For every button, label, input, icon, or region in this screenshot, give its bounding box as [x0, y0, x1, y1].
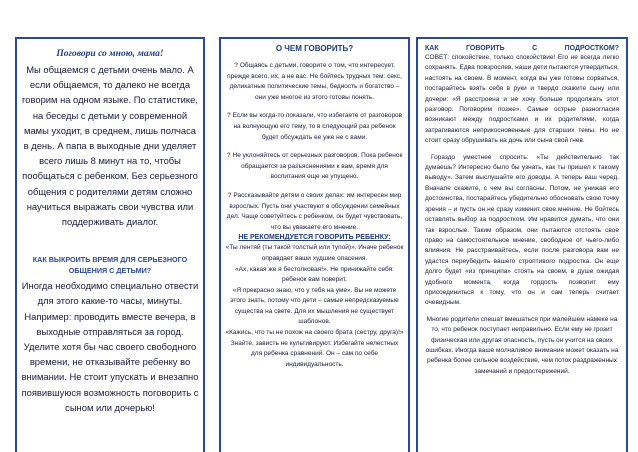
body-paragraph: Гораздо уместнее спросить: «Ты действительно так думаешь? Интересно было бы узнать, как ты пришел к такому выводу». Затем выслушайте его доводы. А теперь ваш черед. Вначале скажите, с чем вы согласны. Потом, не унижая его достоинства, постарайтесь убедительно обосновать свою точку зрения – и пусть он не сразу изменит свое мнение. Не бойтесь оставлять выбор за подростком. Им нравится думать, что они так взрослые. Таким образом, они пытаются отстоять свое право на самостоятельное мнение, свободное от чьего-либо влияния. Не расстраивайтесь, если после разговора вам не удастся переубедить вашего строптивого подростка. Он еще долго будет «из принципа» стоять на своем, в душе ожидая удобного момента, когда гордость позволит ему присоединиться к тому, что он и сам теперь считает очевидным.: [425, 153, 619, 307]
column-title: О ЧЕМ ГОВОРИТЬ?: [275, 44, 354, 53]
body-paragraph: СОВЕТ: спокойствие, только спокойствие! Его не всегда легко сохранять. Едва повзрослев, наши дети пытаются утвердиться, настоять на своем. В момент, когда вы уже готовы сорваться, постарайтесь взять себя в руки и твердо скажите сыну или дочери: «Я расстроена и не хочу больше продолжать этот разговор. Поговорим позже». Самые острые разногласия возникают между подростками и их родителями, когда затрагиваются неприкосновенные для старших темы. Но не стоит сразу обрушивать на дочь или сына свой гнев.: [425, 54, 619, 145]
phrase-paragraph: «Кажись, что ты не похож на своего брата (сестру, друга)!» Знайте, зависть не культивируют. Избегайте нелестных для ребенка сравнений. Он – сам по себе индивидуальность.: [225, 329, 404, 368]
phrase-paragraph: «Ах, какая же я бестолковая!». Не принижайте себя: ребенок вам поверит.: [235, 265, 394, 284]
tip-text: Не уклоняйтесь от серьезных разговоров. Пока ребенок обращается за разъяснениями к вам, время для воспитания еще не упущено.: [232, 152, 403, 181]
question-mark-icon: ?: [226, 152, 231, 160]
phrase-paragraph: «Ты лентяй (ты такой толстый или тупой)». Иначе ребенок оправдает ваши худшие опасения.: [225, 244, 404, 262]
tip-text: Рассказывайте детям о своих делах: им интересен мир взрослых. Пусть они участвуют в обсуждении семейных дел. Чаще советуйтесь с ребенком, он будет чувствовать, что вы уважаете его мнение.: [226, 191, 403, 231]
column-right: [416, 37, 628, 452]
question-mark-icon: ?: [234, 62, 239, 69]
section-heading: КАК ВЫКРОИТЬ ВРЕМЯ ДЛЯ СЕРЬЕЗНОГО ОБЩЕНИЯ С ДЕТЬМИ?: [32, 255, 188, 275]
intro-paragraph: Мы общаемся с детьми очень мало. А если общаемся, то далеко не всегда говорим на одном языке. По статистике, на беседы с детьми у современной мамы уходит, в среднем, лишь полчаса в день. А папа в выходные дни уделяет всего лишь 8 минут на то, чтобы пообщаться с ребенком. Без серьезного общения с родителями детям сложно научиться выражать свои чувства или поддерживать диалог.: [22, 64, 198, 228]
question-mark-icon: ?: [227, 191, 232, 199]
column-title: КАК ГОВОРИТЬ С ПОДРОСТКОМ?: [425, 45, 619, 52]
phrase-paragraph: «Я прекрасно знаю, что у тебя на уме». Вы не можете этого знать, потому что дети – самые непредсказуемые существа на свете. Для их мышления не существует шаблонов.: [230, 286, 399, 326]
question-mark-icon: ?: [226, 112, 231, 120]
tip-text: Общаясь с детьми, говорите о том, что интересует, прежде всего, их, а не вас. Не бойтесь трудных тем: секс, деликатные политические темы, бедность и богатство – они уже многое из этого готовы понять.: [227, 62, 402, 101]
tip-text: Если вы когда-то показали, что избегаете от разговоров на волнующую его тему, то в следующий раз ребенок будет обсуждать ее уже не с вами.: [232, 112, 403, 141]
column-left: [15, 37, 205, 452]
tip-paragraph: [221, 191, 408, 233]
column-middle: [219, 37, 410, 452]
section-heading: НЕ РЕКОМЕНДУЕТСЯ ГОВОРИТЬ РЕБЕНКУ:: [238, 234, 391, 242]
tip-paragraph: [221, 111, 408, 143]
column-title: Поговори со мною, мама!: [56, 49, 164, 59]
body-paragraph: Иногда необходимо специально отвести для этого какие-то часы, минуты. Например: проводить вместе вечера, в выходные отправляться за город. Уделите хотя бы час своего свободного времени, не отказывайте ребенку во внимании. Не стоит упускать и внезапно появившуюся возможность поговорить с сыном или дочерью!: [21, 280, 199, 413]
body-paragraph: Многие родители спешат вмешаться при малейшем намеке на то, что ребенок поступает неправильно. Если ему не грозит физическая или другая опасность, пусть он учится на своих ошибках. Иногда ваше молчаливое внимание может оказать на ребенка более сильное воздействие, чем поток раздраженных замечаний и предостережений.: [425, 315, 619, 375]
tip-paragraph: [221, 151, 408, 183]
tip-paragraph: [221, 61, 408, 103]
